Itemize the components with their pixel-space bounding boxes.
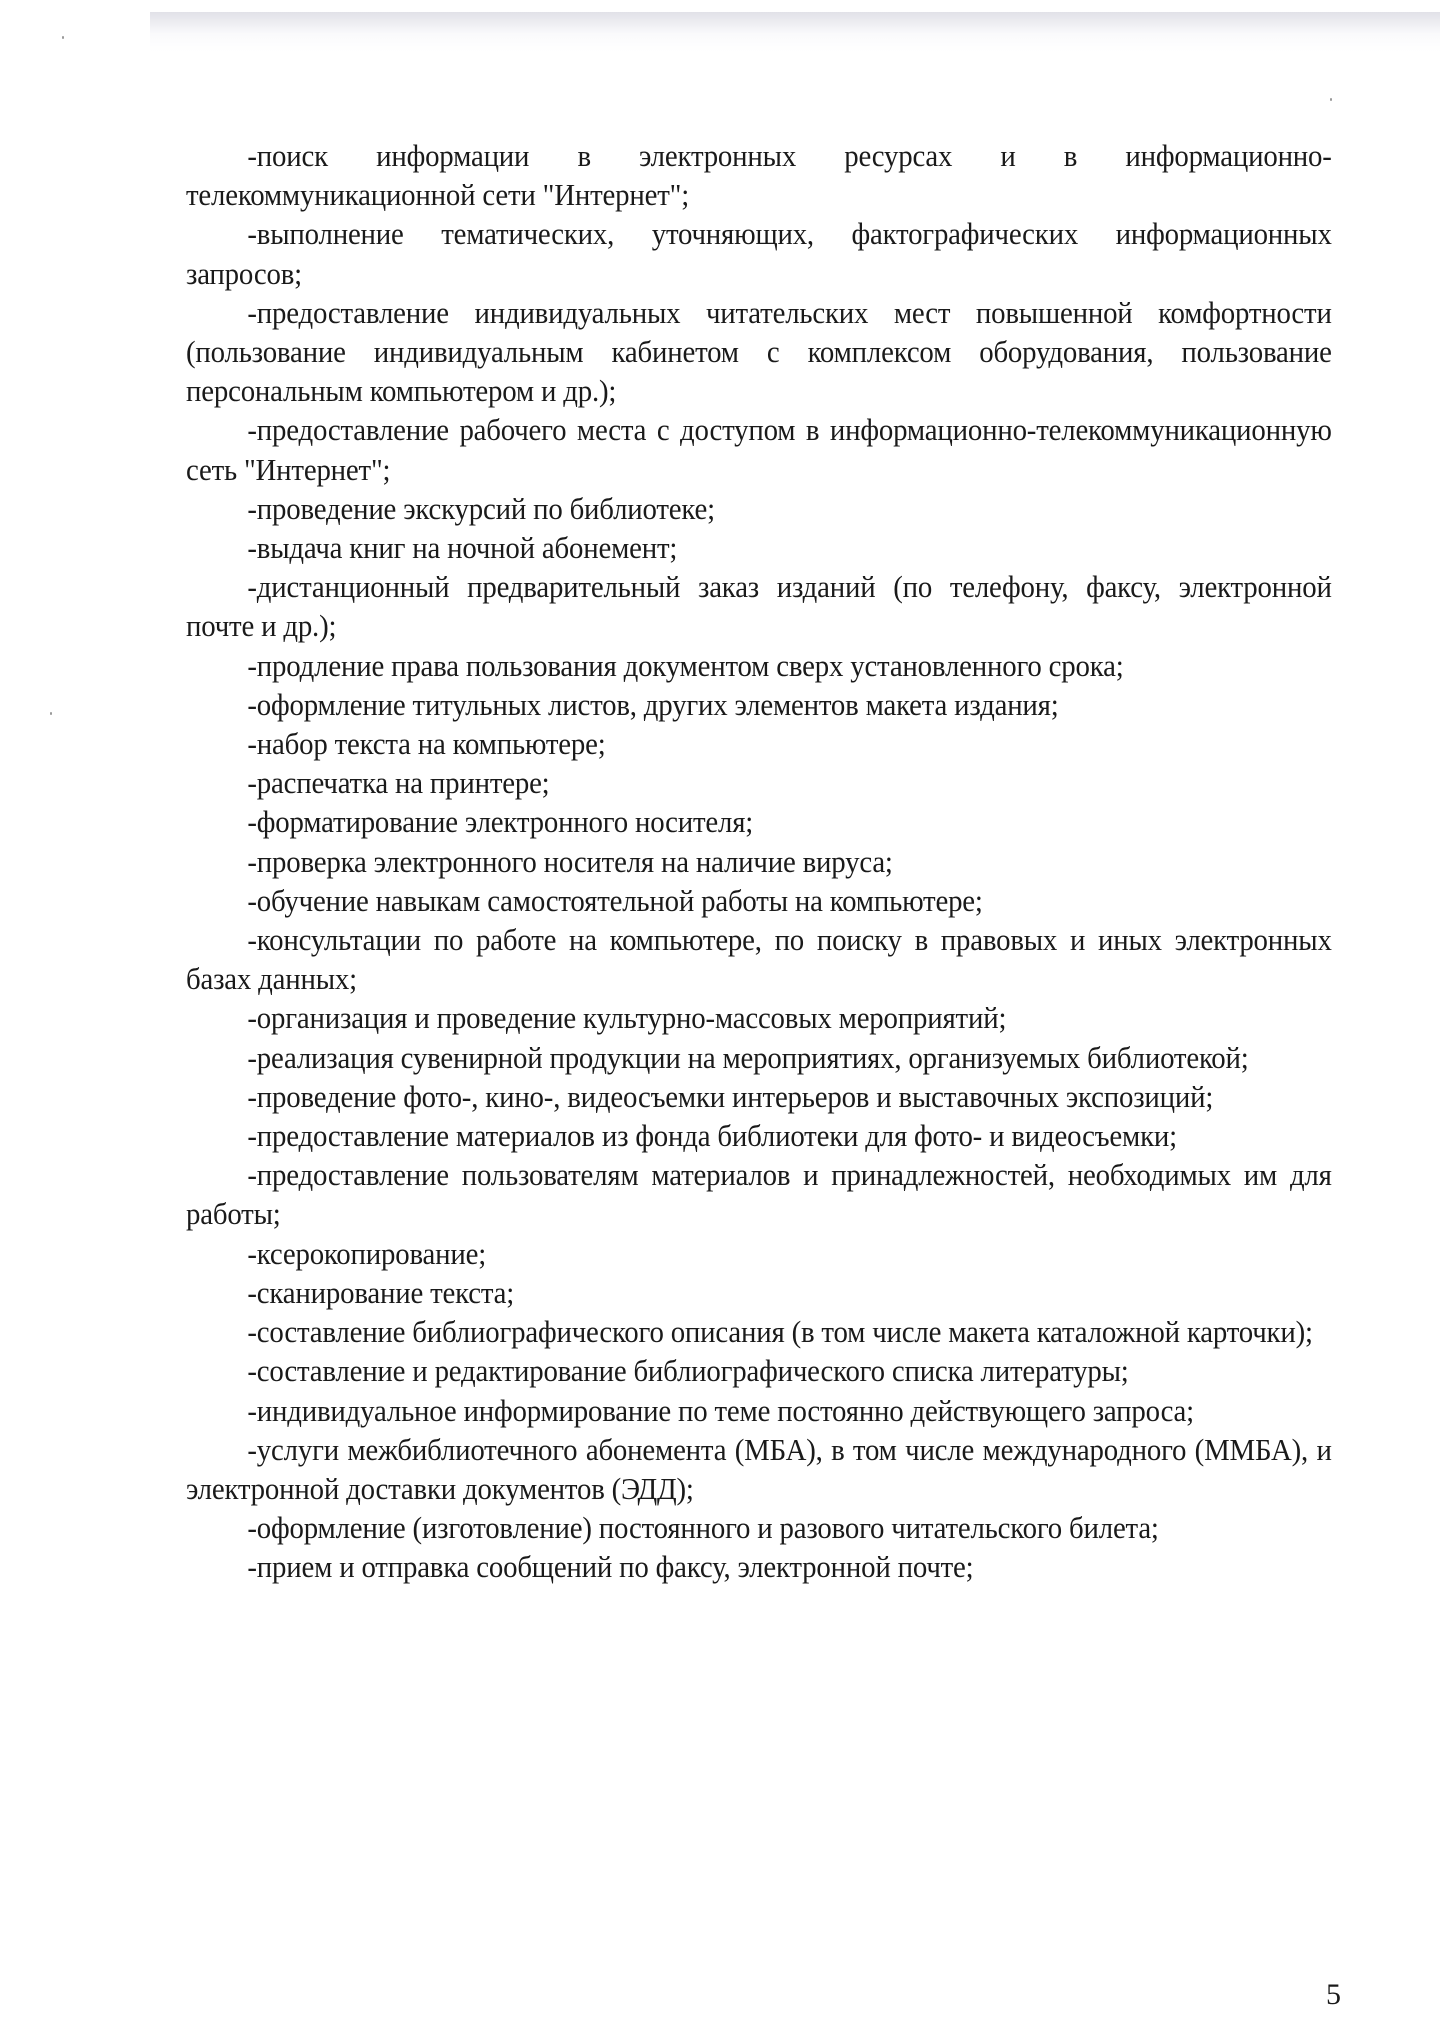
list-item: -консультации по работе на компьютере, по поиску в правовых и иных электронных базах данных; xyxy=(186,922,1332,997)
list-item: -предоставление рабочего места с доступом в информационно-телекоммуникационную сеть "Интернет"; xyxy=(186,412,1332,487)
list-item: -индивидуальное информирование по теме постоянно действующего запроса; xyxy=(247,1392,1194,1428)
list-item: -прием и отправка сообщений по факсу, электронной почте; xyxy=(247,1549,974,1585)
scan-shadow xyxy=(150,12,1440,52)
list-item: -организация и проведение культурно-массовых мероприятий; xyxy=(247,1000,1007,1036)
list-item: -предоставление индивидуальных читательских мест повышенной комфортности (пользование индивидуальным кабинетом с комплексом оборудования, пользование персональным компьютером и др.); xyxy=(186,294,1332,409)
list-item: -поиск информации в электронных ресурсах и в информационно-телекоммуникационной сети "Интернет"; xyxy=(186,138,1332,213)
list-item: -ксерокопирование; xyxy=(247,1235,487,1271)
list-item: -форматирование электронного носителя; xyxy=(247,804,754,840)
scan-speck xyxy=(50,712,52,715)
list-item: -услуги межбиблиотечного абонемента (МБА), в том числе международного (ММБА), и электронной доставки документов (ЭДД); xyxy=(186,1431,1332,1506)
list-item: -предоставление материалов из фонда библиотеки для фото- и видеосъемки; xyxy=(247,1118,1177,1154)
list-item: -проведение экскурсий по библиотеке; xyxy=(247,490,715,526)
list-item: -проведение фото-, кино-, видеосъемки интерьеров и выставочных экспозиций; xyxy=(247,1078,1214,1114)
list-item: -распечатка на принтере; xyxy=(247,765,550,801)
list-item: -оформление титульных листов, других элементов макета издания; xyxy=(247,686,1059,722)
list-item: -составление библиографического описания (в том числе макета каталожной карточки); xyxy=(247,1314,1313,1350)
list-item: -продление права пользования документом сверх установленного срока; xyxy=(247,647,1124,683)
scan-speck xyxy=(1330,98,1332,101)
list-item: -проверка электронного носителя на наличие вируса; xyxy=(247,843,893,879)
list-item: -выполнение тематических, уточняющих, фактографических информационных запросов; xyxy=(186,216,1332,291)
list-item: -реализация сувенирной продукции на мероприятиях, организуемых библиотекой; xyxy=(247,1039,1249,1075)
list-item: -составление и редактирование библиографического списка литературы; xyxy=(247,1353,1129,1389)
list-item: -оформление (изготовление) постоянного и разового читательского билета; xyxy=(247,1510,1159,1546)
list-item: -обучение навыкам самостоятельной работы на компьютере; xyxy=(247,882,983,918)
page-number: 5 xyxy=(1326,1978,1341,2011)
list-item: -предоставление пользователям материалов и принадлежностей, необходимых им для работы; xyxy=(186,1157,1332,1232)
list-item: -набор текста на компьютере; xyxy=(247,726,606,762)
document-body xyxy=(186,136,1332,1587)
list-item: -сканирование текста; xyxy=(247,1274,515,1310)
list-item: -выдача книг на ночной абонемент; xyxy=(247,530,678,566)
list-item: -дистанционный предварительный заказ изданий (по телефону, факсу, электронной почте и др.); xyxy=(186,569,1332,644)
scan-speck xyxy=(62,36,64,39)
